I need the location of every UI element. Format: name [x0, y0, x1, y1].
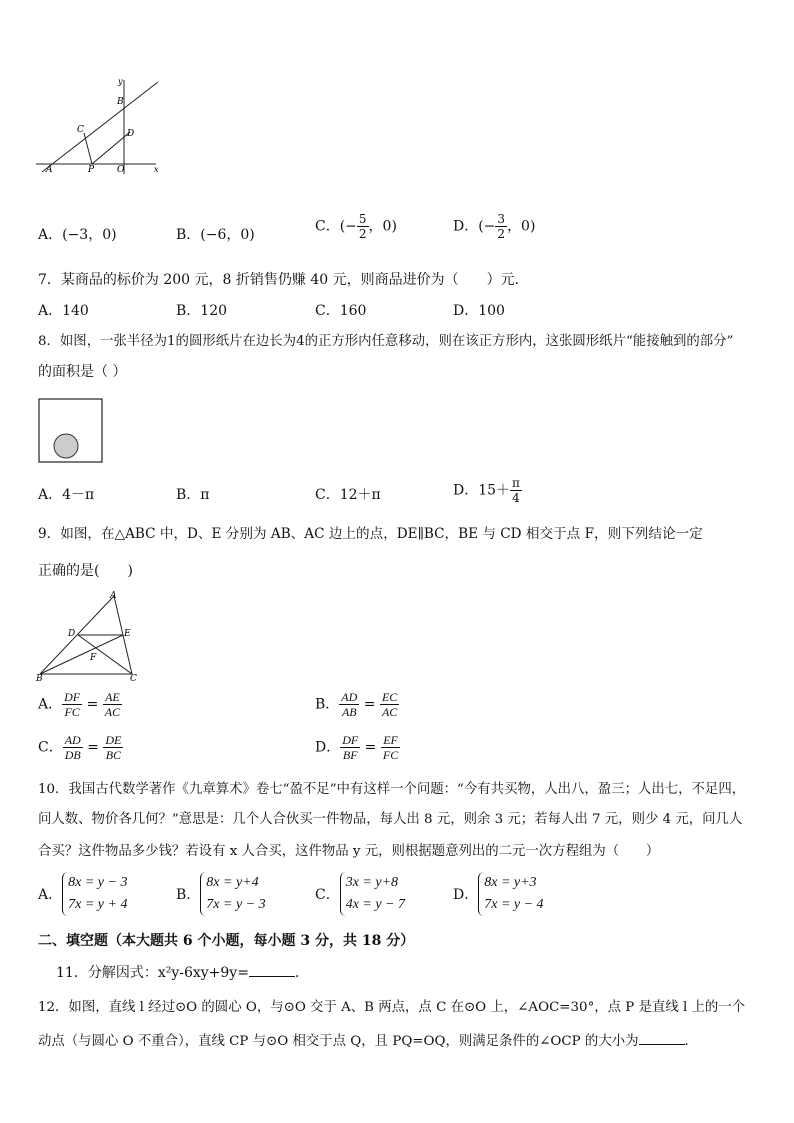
q12-text-line1: 12．如图，直线 l 经过⊙O 的圆心 O，与⊙O 交于 A、B 两点，点 C 在⊙O 上，∠AOC=30°，点 P 是直线 l 上的一个	[38, 1000, 746, 1015]
fraction-denominator: FC	[64, 705, 80, 719]
circle-paper	[54, 434, 78, 458]
q11-answer-blank[interactable]	[249, 962, 295, 977]
q10-option-c	[315, 872, 407, 916]
q6-option-a: A．(−3，0)	[38, 227, 117, 243]
fraction-numerator: DF	[64, 690, 81, 704]
label-a: A	[110, 591, 117, 601]
equation-line: 3x = y+8	[345, 875, 399, 890]
equation-line: 7x = y − 4	[484, 897, 544, 912]
fraction-numerator: AD	[341, 690, 358, 704]
fraction-numerator: EF	[381, 733, 400, 748]
left-fraction	[63, 733, 83, 762]
q10-text-line2: 问人数、物价各几何？”意思是：几个人合伙买一件物品，每人出 8 元，则余 3 元；若每人出 7 元，则少 4 元，问几人	[38, 812, 743, 827]
left-fraction	[339, 690, 359, 719]
equation-system	[200, 872, 267, 916]
q10-option-b	[176, 872, 268, 916]
fraction-numerator: AE	[103, 690, 122, 705]
section-2-heading: 二、填空题（本大题共 6 个小题，每小题 3 分，共 18 分）	[38, 933, 415, 949]
label-c: C	[77, 125, 84, 135]
equation-system	[62, 872, 129, 916]
label-f: F	[90, 653, 97, 663]
fraction-denominator: FC	[382, 748, 399, 762]
equation-line: 7x = y + 4	[68, 897, 128, 912]
segment-be	[40, 635, 123, 674]
label-o: O	[117, 165, 125, 175]
q10-text-line1: 10．我国古代数学著作《九章算术》卷七“盈不足”中有这样一个问题：“今有共买物，人出八，盈三；人出七，不足四，	[38, 782, 746, 797]
fraction-numerator: AD	[64, 733, 81, 747]
q7-option-c: C．160	[315, 303, 367, 319]
equals-sign: =	[82, 739, 104, 756]
q9-text-line2: 正确的是( )	[38, 563, 133, 579]
label-a: A	[46, 165, 53, 175]
q8-option-d	[453, 476, 522, 505]
q10-text-line3: 合买？这件物品多少钱？若设有 x 人合买，这件物品 y 元，则根据题意列出的二元一次方程组为（ ）	[38, 844, 660, 859]
q7-option-b: B．120	[176, 303, 228, 319]
option-label: A．	[38, 696, 63, 713]
equation-system	[478, 872, 545, 916]
option-label: D．	[453, 887, 479, 903]
fraction-numerator: DF	[342, 733, 359, 747]
q8-option-d-fraction	[510, 476, 522, 505]
label-d: D	[68, 629, 76, 639]
option-label: C．	[315, 887, 340, 903]
q9-option-a	[38, 690, 122, 719]
label-x: x	[154, 165, 159, 174]
q6-option-d-fraction	[495, 212, 507, 241]
q7-option-d: D．100	[453, 303, 505, 319]
q8-option-c: C．12＋π	[315, 487, 381, 503]
q12-suffix: ．	[684, 1034, 698, 1049]
fraction-denominator: 2	[497, 227, 506, 241]
label-c: C	[130, 674, 137, 682]
q6-option-d-prefix: D．(−	[453, 218, 496, 235]
q8-option-d-prefix: D．15＋	[453, 482, 511, 499]
left-fraction	[62, 690, 82, 719]
q6-option-c-prefix: C．(−	[315, 218, 357, 235]
q11-suffix: ．	[294, 965, 309, 981]
label-d: D	[127, 129, 135, 139]
q8-text-line1: 8．如图，一张半径为1的圆形纸片在边长为4的正方形内任意移动，则在该正方形内，这张圆形纸片“能接触到的部分”	[38, 334, 734, 349]
fraction-numerator: DE	[105, 733, 122, 747]
q8-option-a: A．4－π	[38, 487, 95, 503]
equation-line: 8x = y+3	[484, 875, 537, 890]
fraction-numerator: π	[512, 476, 520, 490]
option-label: B．	[176, 887, 201, 903]
equals-sign: =	[360, 739, 381, 756]
q9-option-c	[38, 733, 123, 762]
fraction-denominator: BC	[105, 748, 122, 762]
q9-option-b	[315, 690, 399, 719]
label-y: y	[118, 77, 123, 86]
q7-text: 7．某商品的标价为 200 元，8 折销售仍赚 40 元，则商品进价为（ ）元．	[38, 272, 529, 288]
left-fraction	[340, 733, 360, 762]
label-p: P	[88, 165, 95, 175]
option-label: D．	[315, 739, 341, 756]
label-b: B	[117, 97, 124, 107]
fraction-denominator: 2	[358, 227, 367, 241]
q9-text-line1: 9．如图，在△ABC 中，D、E 分别为 AB、AC 边上的点，DE∥BC，BE 与 CD 相交于点 F，则下列结论一定	[38, 526, 703, 542]
fraction-denominator: DB	[64, 748, 81, 762]
q12-text-line2	[38, 1030, 698, 1052]
option-label: C．	[38, 739, 63, 756]
fraction-denominator: 4	[512, 491, 520, 505]
right-fraction	[103, 733, 123, 762]
q8-figure	[38, 398, 104, 464]
fraction-denominator: AB	[341, 705, 357, 719]
equation-system	[340, 872, 407, 916]
label-b: B	[36, 674, 43, 682]
option-label: A．	[38, 887, 63, 903]
q8-text-line2: 的面积是（ ）	[38, 364, 127, 380]
segment-cp	[84, 133, 92, 164]
label-e: E	[124, 629, 131, 639]
right-fraction	[381, 733, 400, 762]
q6-option-c	[315, 212, 397, 241]
fraction-numerator: 3	[497, 212, 506, 226]
fraction-numerator: EC	[381, 690, 398, 704]
q7-option-a: A．140	[38, 303, 89, 319]
q11-text	[56, 962, 309, 983]
q6-option-d	[453, 212, 535, 241]
equation-line: 8x = y+4	[206, 875, 259, 890]
right-fraction	[380, 690, 399, 719]
q6-option-d-suffix: ，0)	[507, 218, 536, 235]
fraction-numerator: 5	[358, 212, 367, 226]
equation-line: 4x = y − 7	[345, 897, 406, 912]
line-ab	[42, 82, 158, 172]
q8-option-b: B．π	[176, 487, 210, 503]
equation-line: 7x = y − 3	[206, 897, 266, 912]
q10-option-d	[453, 872, 546, 916]
equals-sign: =	[359, 696, 380, 713]
q6-option-c-suffix: ，0)	[368, 218, 397, 235]
option-label: B．	[315, 696, 340, 713]
fraction-denominator: AC	[104, 705, 121, 719]
q9-option-d	[315, 733, 400, 762]
q9-figure	[34, 590, 144, 682]
equation-line: 8x = y − 3	[68, 875, 128, 890]
fraction-denominator: AC	[381, 705, 398, 719]
fraction-denominator: BF	[342, 748, 358, 762]
q10-option-a	[38, 872, 129, 916]
q6-figure	[34, 76, 164, 176]
q6-option-c-fraction	[357, 212, 369, 241]
q6-option-b: B．(−6，0)	[176, 227, 255, 243]
right-fraction	[103, 690, 122, 719]
q12-answer-blank[interactable]	[639, 1030, 685, 1045]
equals-sign: =	[82, 696, 103, 713]
q11-prompt: 11．分解因式：x²y-6xy+9y=	[56, 965, 249, 981]
q12-prompt: 动点（与圆心 O 不重合），直线 CP 与⊙O 相交于点 Q，且 PQ=OQ，则满足条件的∠OCP 的大小为	[38, 1034, 639, 1049]
